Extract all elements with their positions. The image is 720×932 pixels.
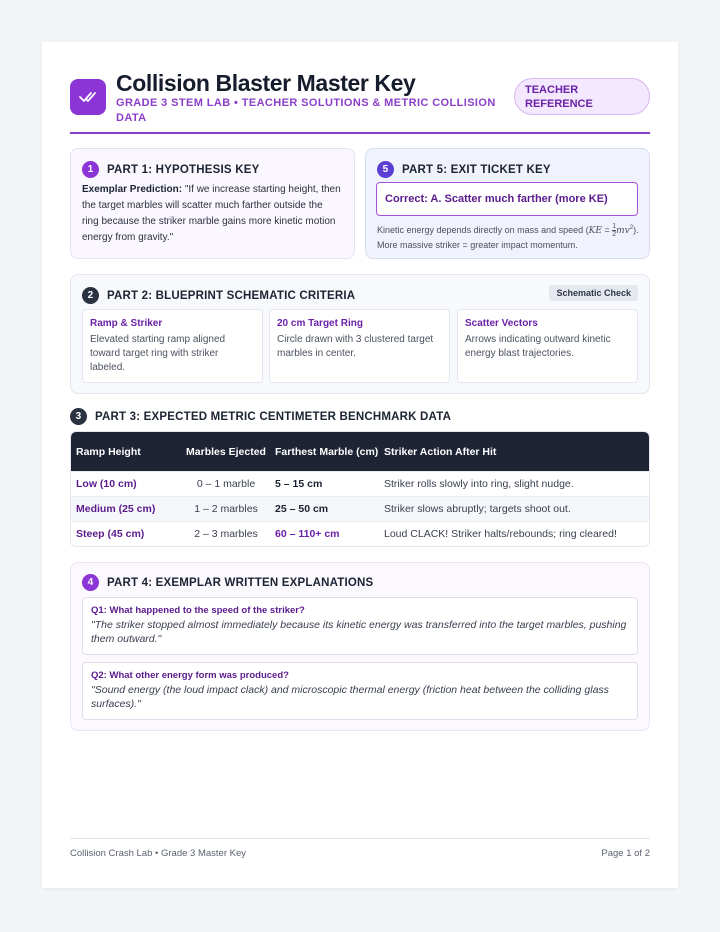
table-row <box>71 521 649 546</box>
formula-equals: = <box>604 225 610 235</box>
part4-heading <box>82 574 373 591</box>
note-start: Kinetic energy depends directly on mass and speed ( <box>377 225 589 235</box>
criterion-desc: Elevated starting ramp aligned toward target ring with striker labeled. <box>90 334 226 373</box>
criterion-title: Ramp & Striker <box>90 318 163 329</box>
part5-exit-ticket-card <box>365 148 650 259</box>
table-header-row <box>71 432 649 471</box>
kinetic-energy-note <box>377 221 641 252</box>
part5-heading <box>377 161 551 178</box>
cell-ramp-height: Steep (45 cm) <box>76 528 145 540</box>
part3-title: PART 3: EXPECTED METRIC CENTIMETER BENCHMARK DATA <box>95 410 452 423</box>
teacher-reference-badge: TEACHER REFERENCE <box>514 78 650 115</box>
table-row <box>71 471 649 496</box>
worksheet-page <box>42 42 678 888</box>
part4-title: PART 4: EXEMPLAR WRITTEN EXPLANATIONS <box>107 576 374 589</box>
cell-marbles-ejected: 1 – 2 marbles <box>194 503 258 515</box>
part1-heading <box>82 161 259 178</box>
question-text: Q2: What other energy form was produced? <box>91 670 289 681</box>
part2-title: PART 2: BLUEPRINT SCHEMATIC CRITERIA <box>107 289 356 302</box>
answer-text: "The striker stopped almost immediately because its kinetic energy was transferred into the target marbles, pushing them outward." <box>91 619 627 645</box>
note-end: ). More massive striker = greater impact momentum. <box>377 225 639 251</box>
page-subtitle: GRADE 3 STEM LAB • TEACHER SOLUTIONS & METRIC COLLISION DATA <box>116 97 496 124</box>
header-marbles-ejected: Marbles Ejected <box>186 445 266 458</box>
page-number: Page 1 of 2 <box>601 848 650 859</box>
part2-heading <box>82 287 355 304</box>
part3-number-badge: 3 <box>70 408 87 425</box>
criterion-desc: Circle drawn with 3 clustered target marbles in center. <box>277 334 434 359</box>
page-footer <box>70 838 650 859</box>
cell-ramp-height: Medium (25 cm) <box>76 503 156 515</box>
fraction-numerator: 1 <box>612 223 617 231</box>
cell-striker-action: Striker rolls slowly into ring, slight nudge. <box>384 478 574 490</box>
header-striker-action: Striker Action After Hit <box>384 445 497 458</box>
criterion-ramp-striker <box>82 309 263 383</box>
part4-number-badge: 4 <box>82 574 99 591</box>
criterion-desc: Arrows indicating outward kinetic energy blast trajectories. <box>465 334 611 359</box>
question-text: Q1: What happened to the speed of the striker? <box>91 605 305 616</box>
part5-number-badge: 5 <box>377 161 394 178</box>
part1-hypothesis-card <box>70 148 355 259</box>
exemplar-label: Exemplar Prediction: <box>82 184 183 195</box>
criterion-title: Scatter Vectors <box>465 318 538 329</box>
cell-marbles-ejected: 2 – 3 marbles <box>194 528 258 540</box>
answer-text: "Sound energy (the loud impact clack) and microscopic thermal energy (friction heat between the colliding glass surfaces)." <box>91 684 609 710</box>
criterion-scatter-vectors <box>457 309 638 383</box>
cell-striker-action: Striker slows abruptly; targets shoot out. <box>384 503 571 515</box>
question-answer-box <box>82 662 638 720</box>
part1-body <box>82 182 342 246</box>
header-ramp-height: Ramp Height <box>76 445 141 458</box>
formula-ke: KE <box>588 226 602 236</box>
cell-farthest-marble: 5 – 15 cm <box>275 478 323 490</box>
question-answer-box <box>82 597 638 655</box>
header-farthest-marble: Farthest Marble (cm) <box>275 445 379 458</box>
double-check-icon <box>70 79 106 115</box>
part2-criteria-card <box>70 274 650 394</box>
part5-title: PART 5: EXIT TICKET KEY <box>402 163 551 176</box>
formula-mv: mv <box>616 226 630 236</box>
part1-number-badge: 1 <box>82 161 99 178</box>
footer-title: Collision Crash Lab • Grade 3 Master Key <box>70 848 246 859</box>
benchmark-data-table <box>70 431 650 547</box>
correct-answer-box: Correct: A. Scatter much farther (more KE) <box>376 182 638 216</box>
criterion-title: 20 cm Target Ring <box>277 318 363 329</box>
exemplar-text: "If we increase starting height, then the target marbles will scatter much farther outside the ring because the striker marble gains more kinetic motion energy from gravity." <box>82 184 341 243</box>
fraction-denominator: 2 <box>612 231 617 239</box>
table-row <box>71 496 649 521</box>
page-title: Collision Blaster Master Key <box>116 70 416 96</box>
cell-marbles-ejected: 0 – 1 marble <box>196 478 256 490</box>
cell-striker-action: Loud CLACK! Striker halts/rebounds; ring cleared! <box>384 528 617 540</box>
formula-exponent: 2 <box>629 225 634 231</box>
schematic-check-tag: Schematic Check <box>549 285 638 301</box>
cell-farthest-marble: 60 – 110+ cm <box>275 528 340 540</box>
part3-heading <box>70 408 451 425</box>
part4-explanations-card <box>70 562 650 731</box>
part1-title: PART 1: HYPOTHESIS KEY <box>107 163 260 176</box>
cell-farthest-marble: 25 – 50 cm <box>275 503 329 515</box>
page-header <box>70 70 650 134</box>
part2-number-badge: 2 <box>82 287 99 304</box>
criterion-target-ring <box>269 309 450 383</box>
cell-ramp-height: Low (10 cm) <box>76 478 137 490</box>
